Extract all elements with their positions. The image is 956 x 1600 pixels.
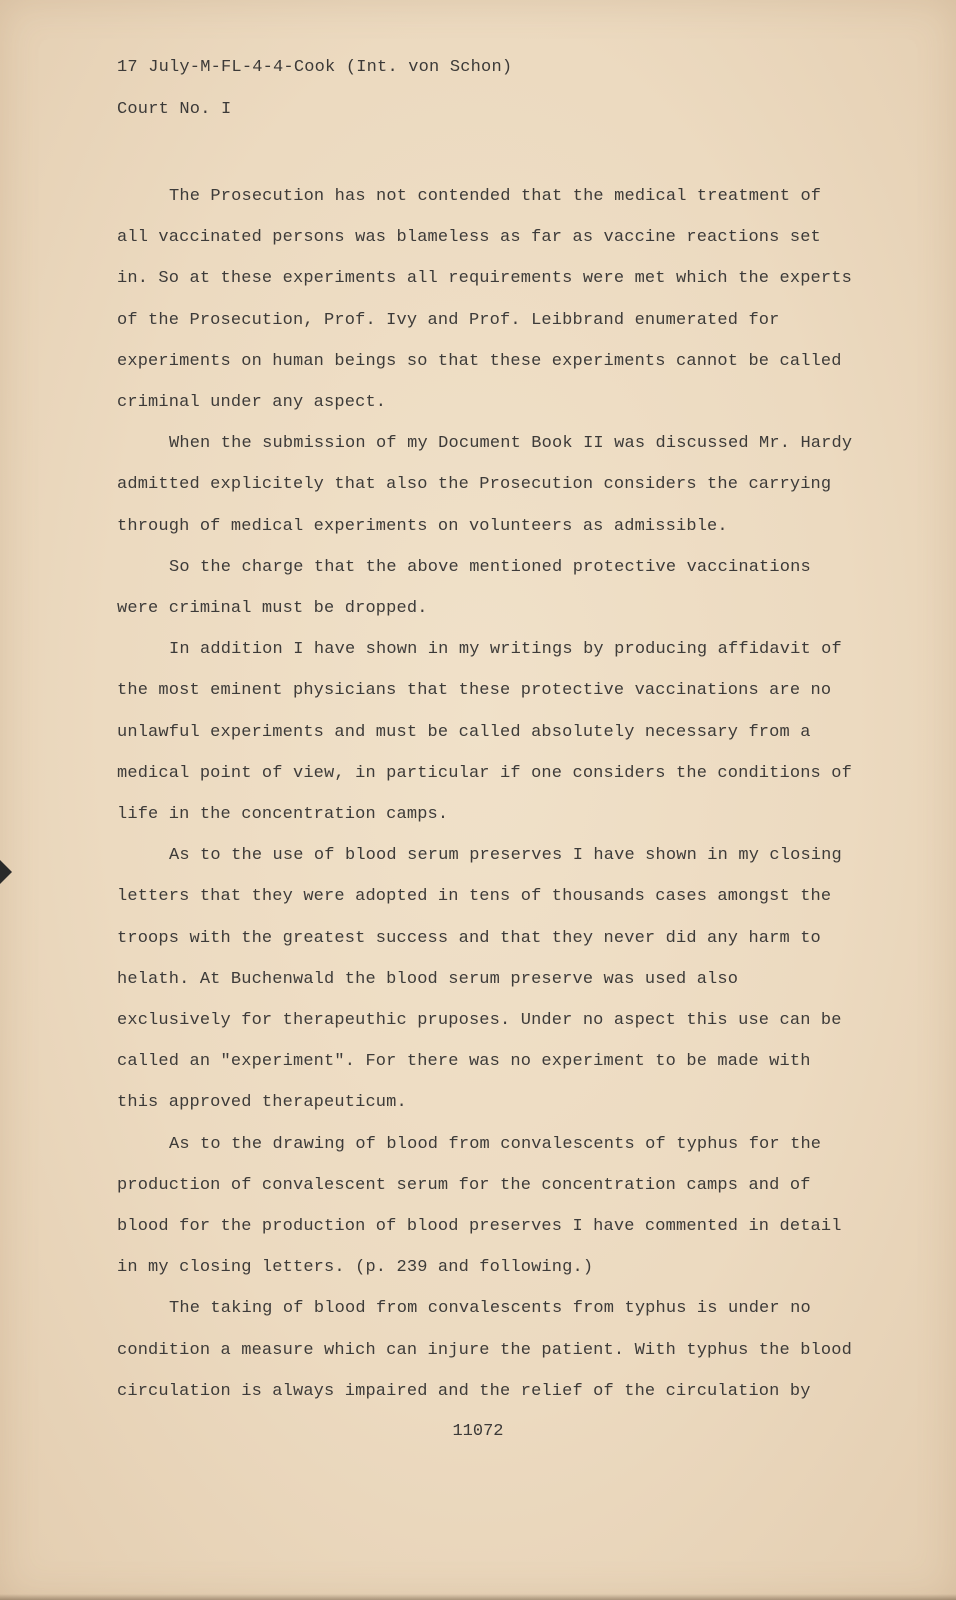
court-label: Court No. I xyxy=(117,100,232,119)
paragraph-3: So the charge that the above mentioned protective vaccinations were criminal must be dropped. xyxy=(117,557,811,619)
page-number: 11072 xyxy=(452,1422,504,1441)
body-text xyxy=(117,176,857,1412)
paragraph-1: The Prosecution has not contended that the medical treatment of all vaccinated persons was blameless as far as vaccine reactions set in. So at these experiments all requirements were met which the experts of the Prosecution, Prof. Ivy and Prof. Leibbrand enumerated for experiments on human beings so that these experiments cannot be called criminal under any aspect. xyxy=(117,187,852,413)
paragraph-5: As to the use of blood serum preserves I have shown in my closing letters that they were adopted in tens of thousands cases amongst the troops with the greatest success and that they never did any harm to helath. At Buchenwald the blood serum preserve was used also exclusively for therapeuthic pruposes. Under no aspect this use can be called an "experiment". For there was no experiment to be made with this approved therapeuticum. xyxy=(117,846,842,1113)
binding-mark xyxy=(0,860,12,884)
document-reference: 17 July-M-FL-4-4-Cook (Int. von Schon) xyxy=(117,58,513,77)
paragraph-7: The taking of blood from convalescents from typhus is under no condition a measure which can injure the patient. With typhus the blood circulation is always impaired and the relief of the circulation by xyxy=(117,1299,852,1401)
paragraph-6: As to the drawing of blood from convalescents of typhus for the production of convalescent serum for the concentration camps and of blood for the production of blood preserves I have commented in detail in my closing letters. (p. 239 and following.) xyxy=(117,1134,842,1278)
paragraph-4: In addition I have shown in my writings by producing affidavit of the most eminent physicians that these protective vaccinations are no unlawful experiments and must be called absolutely necessary from a medical point of view, in particular if one considers the conditions of life in the concentration camps. xyxy=(117,640,852,825)
paragraph-2: When the submission of my Document Book II was discussed Mr. Hardy admitted explicitely that also the Prosecution considers the carrying through of medical experiments on volunteers as admissible. xyxy=(117,434,853,536)
bottom-edge-shadow xyxy=(0,1594,956,1600)
